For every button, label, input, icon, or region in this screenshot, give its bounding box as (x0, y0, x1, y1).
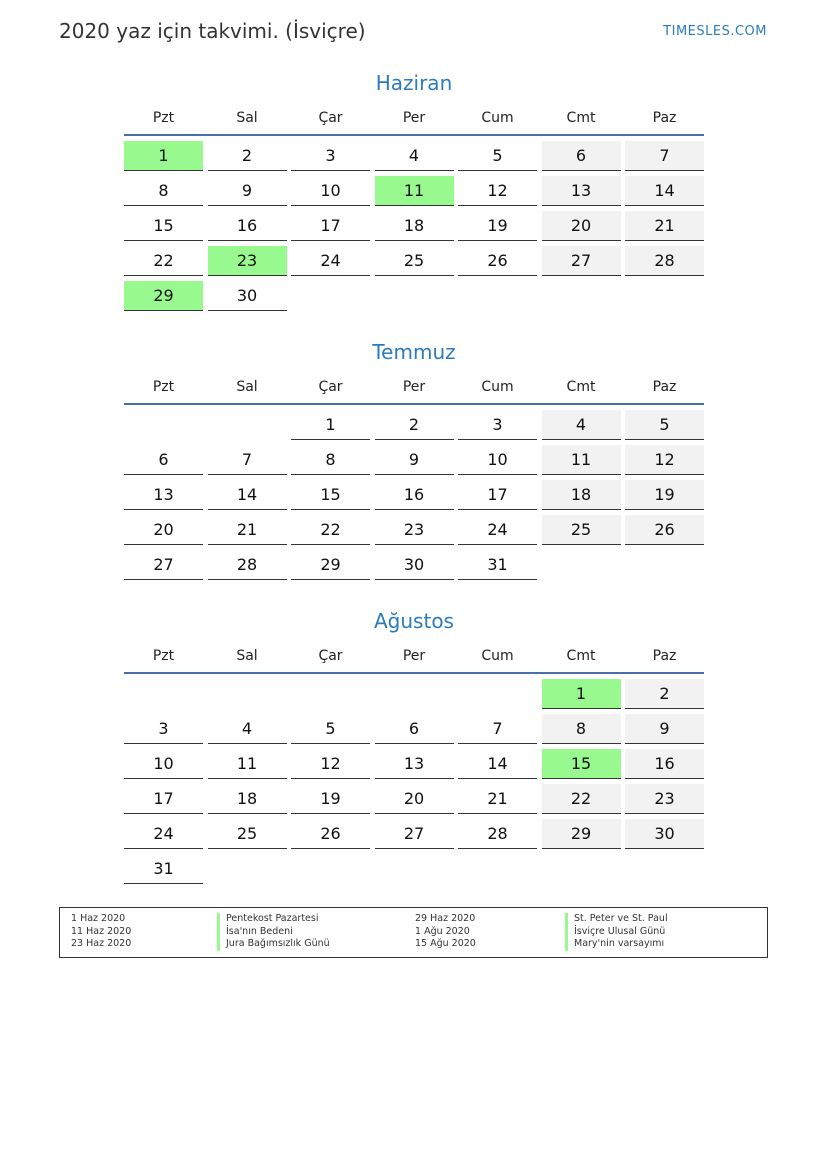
legend-date: 1 Haz 2020 (71, 913, 126, 924)
weekday-label: Çar (318, 110, 343, 126)
day-cell: 25 (542, 515, 621, 545)
day-cell: 4 (208, 714, 287, 744)
day-cell: 26 (458, 246, 537, 276)
day-cell: 7 (208, 445, 287, 475)
legend-holiday-name: Pentekost Pazartesi (217, 913, 330, 926)
day-cell: 29 (542, 819, 621, 849)
day-cell: 20 (124, 515, 203, 545)
weekday-label: Paz (652, 379, 677, 395)
day-cell: 12 (458, 176, 537, 206)
day-cell: 25 (375, 246, 454, 276)
day-cell: 18 (375, 211, 454, 241)
day-cell: 25 (208, 819, 287, 849)
weekday-label: Paz (652, 648, 677, 664)
holiday-day-cell: 23 (208, 246, 287, 276)
day-cell: 27 (375, 819, 454, 849)
day-cell: 15 (124, 211, 203, 241)
day-cell: 23 (375, 515, 454, 545)
day-grid (124, 679, 704, 884)
day-cell: 21 (208, 515, 287, 545)
day-cell: 15 (291, 480, 370, 510)
day-cell: 11 (542, 445, 621, 475)
empty-cell (124, 679, 203, 708)
day-cell: 31 (458, 550, 537, 580)
day-cell: 2 (208, 141, 287, 171)
legend-holiday-name: Mary'nin varsayımı (565, 938, 668, 951)
month-title: Haziran (375, 71, 453, 95)
page-title: 2020 yaz için takvimi. (İsviçre) (59, 19, 366, 43)
day-cell: 19 (291, 784, 370, 814)
day-cell: 4 (375, 141, 454, 171)
empty-cell (291, 679, 370, 708)
weekday-label: Cum (481, 379, 514, 395)
weekday-label: Cum (481, 648, 514, 664)
day-cell: 7 (625, 141, 704, 171)
legend-date: 15 Ağu 2020 (415, 938, 476, 949)
day-cell: 20 (542, 211, 621, 241)
day-cell: 20 (375, 784, 454, 814)
month-title: Temmuz (372, 340, 456, 364)
day-cell: 19 (625, 480, 704, 510)
day-cell: 5 (458, 141, 537, 171)
day-grid (124, 141, 704, 311)
day-cell: 12 (625, 445, 704, 475)
holiday-day-cell: 1 (542, 679, 621, 709)
day-cell: 2 (375, 410, 454, 440)
weekday-header (124, 371, 704, 405)
day-cell: 27 (124, 550, 203, 580)
legend-dates-right (415, 913, 476, 951)
legend-holiday-name: İsviçre Ulusal Günü (565, 926, 668, 939)
empty-cell (208, 410, 287, 439)
day-cell: 24 (458, 515, 537, 545)
legend-names-right (565, 913, 668, 951)
day-cell: 28 (458, 819, 537, 849)
day-cell: 31 (124, 854, 203, 884)
weekday-label: Paz (652, 110, 677, 126)
weekday-label: Cum (481, 110, 514, 126)
day-cell: 14 (625, 176, 704, 206)
day-cell: 10 (291, 176, 370, 206)
weekday-label: Cmt (566, 648, 596, 664)
weekday-header (124, 640, 704, 674)
day-cell: 1 (291, 410, 370, 440)
day-cell: 14 (208, 480, 287, 510)
weekday-label: Pzt (152, 379, 175, 395)
month-title: Ağustos (374, 609, 454, 633)
day-cell: 22 (124, 246, 203, 276)
day-cell: 17 (458, 480, 537, 510)
legend-dates-left (71, 913, 131, 951)
month-august (124, 606, 704, 884)
day-cell: 24 (124, 819, 203, 849)
empty-cell (124, 410, 203, 439)
day-cell: 13 (124, 480, 203, 510)
day-cell: 18 (208, 784, 287, 814)
day-cell: 13 (542, 176, 621, 206)
day-cell: 17 (291, 211, 370, 241)
weekday-label: Sal (236, 648, 258, 664)
weekday-label: Sal (236, 110, 258, 126)
legend-date: 23 Haz 2020 (71, 938, 132, 949)
legend-holiday-name: St. Peter ve St. Paul (565, 913, 668, 926)
day-cell: 22 (291, 515, 370, 545)
day-cell: 3 (124, 714, 203, 744)
day-cell: 8 (542, 714, 621, 744)
day-cell: 30 (208, 281, 287, 311)
empty-cell (208, 679, 287, 708)
day-cell: 12 (291, 749, 370, 779)
day-cell: 30 (625, 819, 704, 849)
day-cell: 13 (375, 749, 454, 779)
day-cell: 22 (542, 784, 621, 814)
weekday-label: Pzt (152, 648, 175, 664)
brand-link[interactable]: TIMESLES.COM (663, 24, 767, 39)
day-cell: 21 (458, 784, 537, 814)
empty-cell (375, 679, 454, 708)
day-cell: 2 (625, 679, 704, 709)
day-cell: 6 (375, 714, 454, 744)
day-cell: 23 (625, 784, 704, 814)
day-cell: 5 (291, 714, 370, 744)
day-cell: 8 (124, 176, 203, 206)
weekday-label: Per (402, 648, 426, 664)
day-cell: 11 (208, 749, 287, 779)
legend-holiday-name: İsa'nın Bedeni (217, 926, 330, 939)
day-cell: 16 (375, 480, 454, 510)
day-cell: 26 (291, 819, 370, 849)
day-cell: 24 (291, 246, 370, 276)
day-cell: 9 (375, 445, 454, 475)
day-cell: 26 (625, 515, 704, 545)
holiday-day-cell: 11 (375, 176, 454, 206)
weekday-label: Çar (318, 379, 343, 395)
weekday-label: Cmt (566, 379, 596, 395)
legend-names-left (217, 913, 330, 951)
day-cell: 29 (291, 550, 370, 580)
day-cell: 30 (375, 550, 454, 580)
day-cell: 10 (124, 749, 203, 779)
weekday-label: Sal (236, 379, 258, 395)
holiday-day-cell: 1 (124, 141, 203, 171)
holiday-day-cell: 15 (542, 749, 621, 779)
weekday-label: Çar (318, 648, 343, 664)
day-cell: 28 (208, 550, 287, 580)
weekday-label: Pzt (152, 110, 175, 126)
day-cell: 27 (542, 246, 621, 276)
day-cell: 19 (458, 211, 537, 241)
day-cell: 4 (542, 410, 621, 440)
weekday-header (124, 102, 704, 136)
weekday-label: Per (402, 110, 426, 126)
holiday-day-cell: 29 (124, 281, 203, 311)
day-cell: 9 (208, 176, 287, 206)
day-cell: 3 (291, 141, 370, 171)
day-cell: 16 (625, 749, 704, 779)
legend-date: 11 Haz 2020 (71, 925, 132, 937)
day-cell: 6 (124, 445, 203, 475)
holiday-legend (59, 907, 768, 958)
weekday-label: Per (402, 379, 426, 395)
day-cell: 8 (291, 445, 370, 475)
day-cell: 7 (458, 714, 537, 744)
day-cell: 3 (458, 410, 537, 440)
month-july (124, 337, 704, 580)
day-cell: 21 (625, 211, 704, 241)
day-cell: 10 (458, 445, 537, 475)
day-cell: 5 (625, 410, 704, 440)
day-cell: 9 (625, 714, 704, 744)
day-cell: 28 (625, 246, 704, 276)
legend-date: 29 Haz 2020 (415, 913, 476, 924)
day-cell: 14 (458, 749, 537, 779)
weekday-label: Cmt (566, 110, 596, 126)
month-june (124, 68, 704, 311)
day-cell: 18 (542, 480, 621, 510)
legend-holiday-name: Jura Bağımsızlık Günü (217, 938, 330, 951)
day-grid (124, 410, 704, 580)
empty-cell (458, 679, 537, 708)
day-cell: 17 (124, 784, 203, 814)
day-cell: 6 (542, 141, 621, 171)
legend-date: 1 Ağu 2020 (415, 925, 470, 937)
day-cell: 16 (208, 211, 287, 241)
